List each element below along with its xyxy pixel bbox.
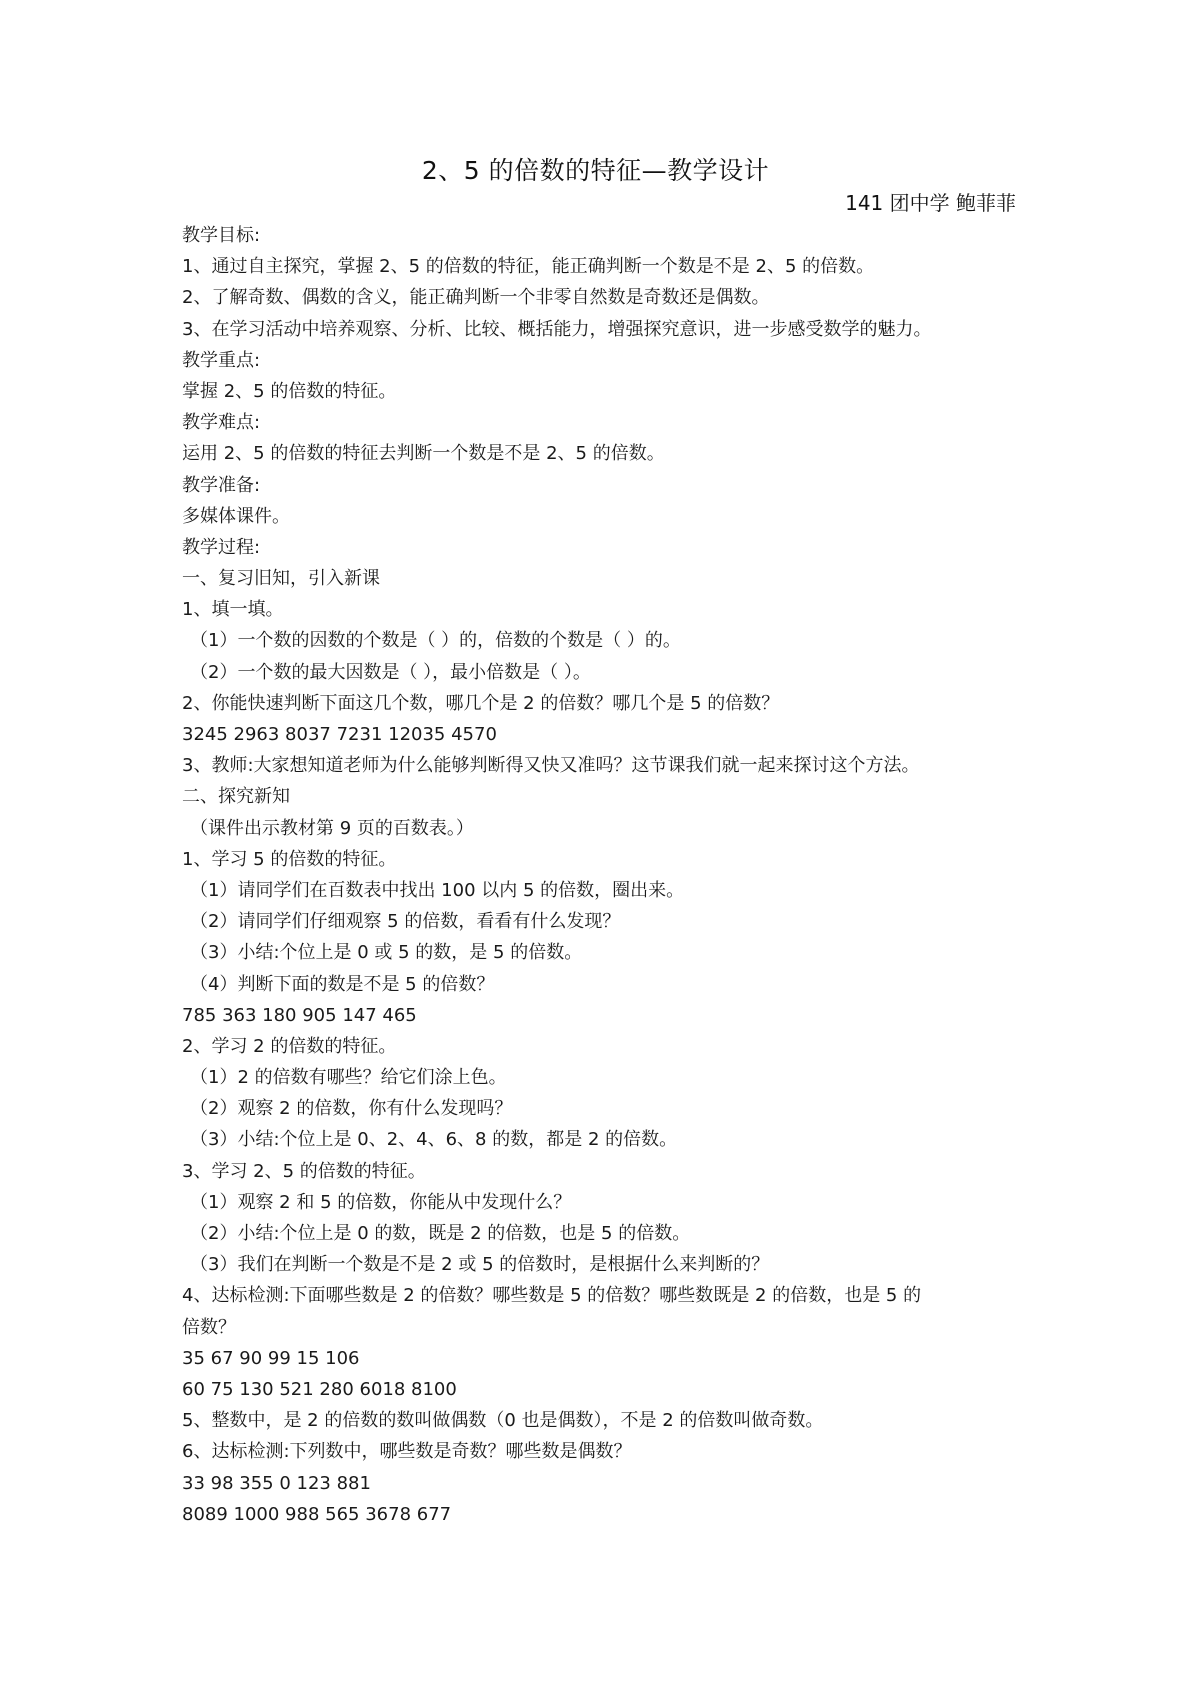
text-line: 3245 2963 8037 7231 12035 4570	[182, 724, 497, 745]
text-line: 4、达标检测:下面哪些数是 2 的倍数？哪些数是 5 的倍数？哪些数既是 2 的倍数，也是 5 的	[182, 1285, 922, 1307]
text-line: 运用 2、5 的倍数的特征去判断一个数是不是 2、5 的倍数。	[182, 443, 665, 465]
text-line: 1、学习 5 的倍数的特征。	[182, 848, 397, 870]
text-line: 2、学习 2 的倍数的特征。	[182, 1035, 397, 1057]
text-line: （2）小结:个位上是 0 的数，既是 2 的倍数，也是 5 的倍数。	[190, 1223, 691, 1244]
text-line: 教学准备:	[182, 474, 261, 496]
text-line: （4）判断下面的数是不是 5 的倍数？	[190, 973, 495, 995]
text-line: 60 75 130 521 280 6018 8100	[182, 1378, 457, 1400]
text-line: 2、了解奇数、偶数的含义，能正确判断一个非零自然数是奇数还是偶数。	[182, 287, 770, 309]
text-line: （2）一个数的最大因数是（ ），最小倍数是（ ）。	[190, 661, 591, 683]
text-line: （1）一个数的因数的个数是（ ）的，倍数的个数是（ ）的。	[190, 630, 681, 652]
text-line: 2、你能快速判断下面这几个数，哪几个是 2 的倍数？哪几个是 5 的倍数？	[182, 692, 780, 714]
text-line: 多媒体课件。	[182, 505, 290, 527]
text-line: 3、学习 2、5 的倍数的特征。	[182, 1160, 426, 1182]
text-line: （3）我们在判断一个数是不是 2 或 5 的倍数时，是根据什么来判断的？	[190, 1254, 770, 1276]
text-line: 教学重点:	[182, 349, 261, 371]
text-line: 3、在学习活动中培养观察、分析、比较、概括能力，增强探究意识，进一步感受数学的魅力。	[182, 318, 932, 340]
text-line: 1、通过自主探究，掌握 2、5 的倍数的特征，能正确判断一个数是不是 2、5 的倍数。	[182, 256, 875, 278]
text-line: 倍数？	[182, 1316, 236, 1338]
author-line: 141 团中学 鲍菲菲	[845, 191, 1016, 215]
text-line: （3）小结:个位上是 0、2、4、6、8 的数，都是 2 的倍数。	[190, 1129, 678, 1151]
text-line: （1）请同学们在百数表中找出 100 以内 5 的倍数，圈出来。	[190, 879, 685, 901]
document-title: 2、5 的倍数的特征—教学设计	[421, 156, 770, 185]
text-line: （课件出示教材第 9 页的百数表。）	[190, 817, 474, 839]
text-line: 6、达标检测:下列数中，哪些数是奇数？哪些数是偶数？	[182, 1441, 632, 1463]
text-line: （3）小结:个位上是 0 或 5 的数，是 5 的倍数。	[190, 942, 583, 964]
text-line: 785 363 180 905 147 465	[182, 1004, 417, 1026]
text-line: （1）观察 2 和 5 的倍数，你能从中发现什么？	[190, 1191, 572, 1213]
text-line: 8089 1000 988 565 3678 677	[182, 1503, 452, 1525]
text-line: 3、教师:大家想知道老师为什么能够判断得又快又准吗？这节课我们就一起来探讨这个方法。	[182, 755, 920, 777]
text-line: （2）请同学们仔细观察 5 的倍数，看看有什么发现？	[190, 911, 621, 933]
document-body	[182, 220, 1022, 1530]
text-line: 1、填一填。	[182, 599, 284, 621]
text-line: 5、整数中，是 2 的倍数的数叫做偶数（0 也是偶数），不是 2 的倍数叫做奇数。	[182, 1410, 824, 1432]
text-line: （2）观察 2 的倍数，你有什么发现吗？	[190, 1098, 513, 1120]
text-line: 教学过程:	[182, 536, 261, 558]
text-line: 35 67 90 99 15 106	[182, 1347, 360, 1369]
text-line: 33 98 355 0 123 881	[182, 1472, 371, 1494]
text-line: 教学难点:	[182, 412, 261, 434]
text-line: 掌握 2、5 的倍数的特征。	[182, 380, 397, 402]
text-line: 教学目标:	[182, 225, 261, 246]
text-line: （1）2 的倍数有哪些？给它们涂上色。	[190, 1067, 507, 1089]
text-line: 二、探究新知	[182, 786, 290, 808]
text-line: 一、复习旧知，引入新课	[182, 568, 380, 590]
